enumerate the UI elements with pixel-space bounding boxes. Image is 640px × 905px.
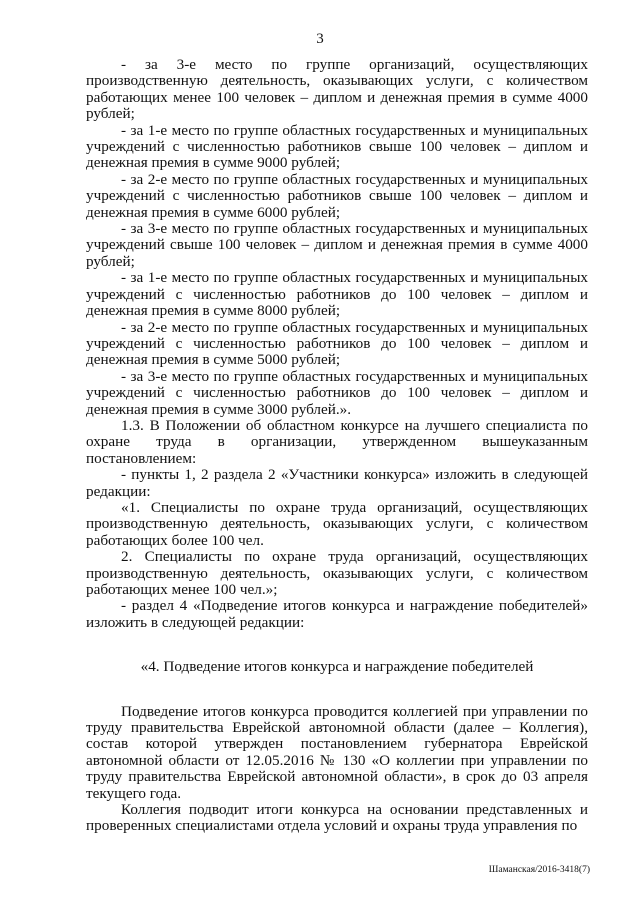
paragraph: - раздел 4 «Подведение итогов конкурса и награждение победителей» изложить в следующей редакции:: [86, 597, 588, 631]
paragraph: - за 2-е место по группе областных государственных и муниципальных учреждений с численностью работников свыше 100 человек – диплом и денежная премия в сумме 6000 рублей;: [86, 170, 588, 221]
paragraph: 1.3. В Положении об областном конкурсе на лучшего специалиста по охране труда в организации, утвержденном вышеуказанным постановлением:: [86, 416, 588, 467]
paragraph: - за 3-е место по группе организаций, осуществляющих производственную деятельность, оказывающих услуги, с количеством работающих менее 100 человек – диплом и денежная премия в сумме 4000 рублей;: [86, 56, 588, 123]
paragraph: - пункты 1, 2 раздела 2 «Участники конкурса» изложить в следующей редакции:: [86, 466, 588, 500]
paragraph: - за 3-е место по группе областных государственных и муниципальных учреждений с численностью работников до 100 человек – диплом и денежная премия в сумме 3000 рублей.».: [86, 367, 588, 418]
page-number: 3: [316, 31, 324, 47]
document-body: [86, 57, 588, 835]
paragraph: - за 3-е место по группе областных государственных и муниципальных учреждений свыше 100 человек – диплом и денежная премия в сумме 4000 рублей;: [86, 220, 588, 270]
section-heading: «4. Подведение итогов конкурса и награждение победителей: [140, 658, 534, 676]
paragraph: «1. Специалисты по охране труда организаций, осуществляющих производственную деятельность, оказывающих услуги, с количеством работающих более 100 чел.: [86, 498, 588, 549]
paragraph: Подведение итогов конкурса проводится коллегией при управлении по труду правительства Еврейской автономной области (далее – Коллегия), состав которой утвержден постановлением губернатора Еврейской автономной области от 12.05.2016 № 130 «О коллегии при управлении по труду правительства Еврейской автономной области», в срок до 03 апреля текущего года.: [86, 702, 588, 802]
paragraph: - за 2-е место по группе областных государственных и муниципальных учреждений с численностью работников до 100 человек – диплом и денежная премия в сумме 5000 рублей;: [86, 318, 588, 369]
document-code: Шаманская/2016-3418(7): [488, 865, 590, 875]
paragraph: 2. Специалисты по охране труда организаций, осуществляющих производственную деятельность, оказывающих услуги, с количеством работающих менее 100 чел.»;: [86, 548, 588, 598]
paragraph: Коллегия подводит итоги конкурса на основании представленных и проверенных специалистами отдела условий и охраны труда управления по: [86, 801, 588, 835]
paragraph: - за 1-е место по группе областных государственных и муниципальных учреждений с численностью работников до 100 человек – диплом и денежная премия в сумме 8000 рублей;: [86, 269, 588, 320]
paragraph: - за 1-е место по группе областных государственных и муниципальных учреждений с численностью работников свыше 100 человек – диплом и денежная премия в сумме 9000 рублей;: [86, 121, 588, 172]
